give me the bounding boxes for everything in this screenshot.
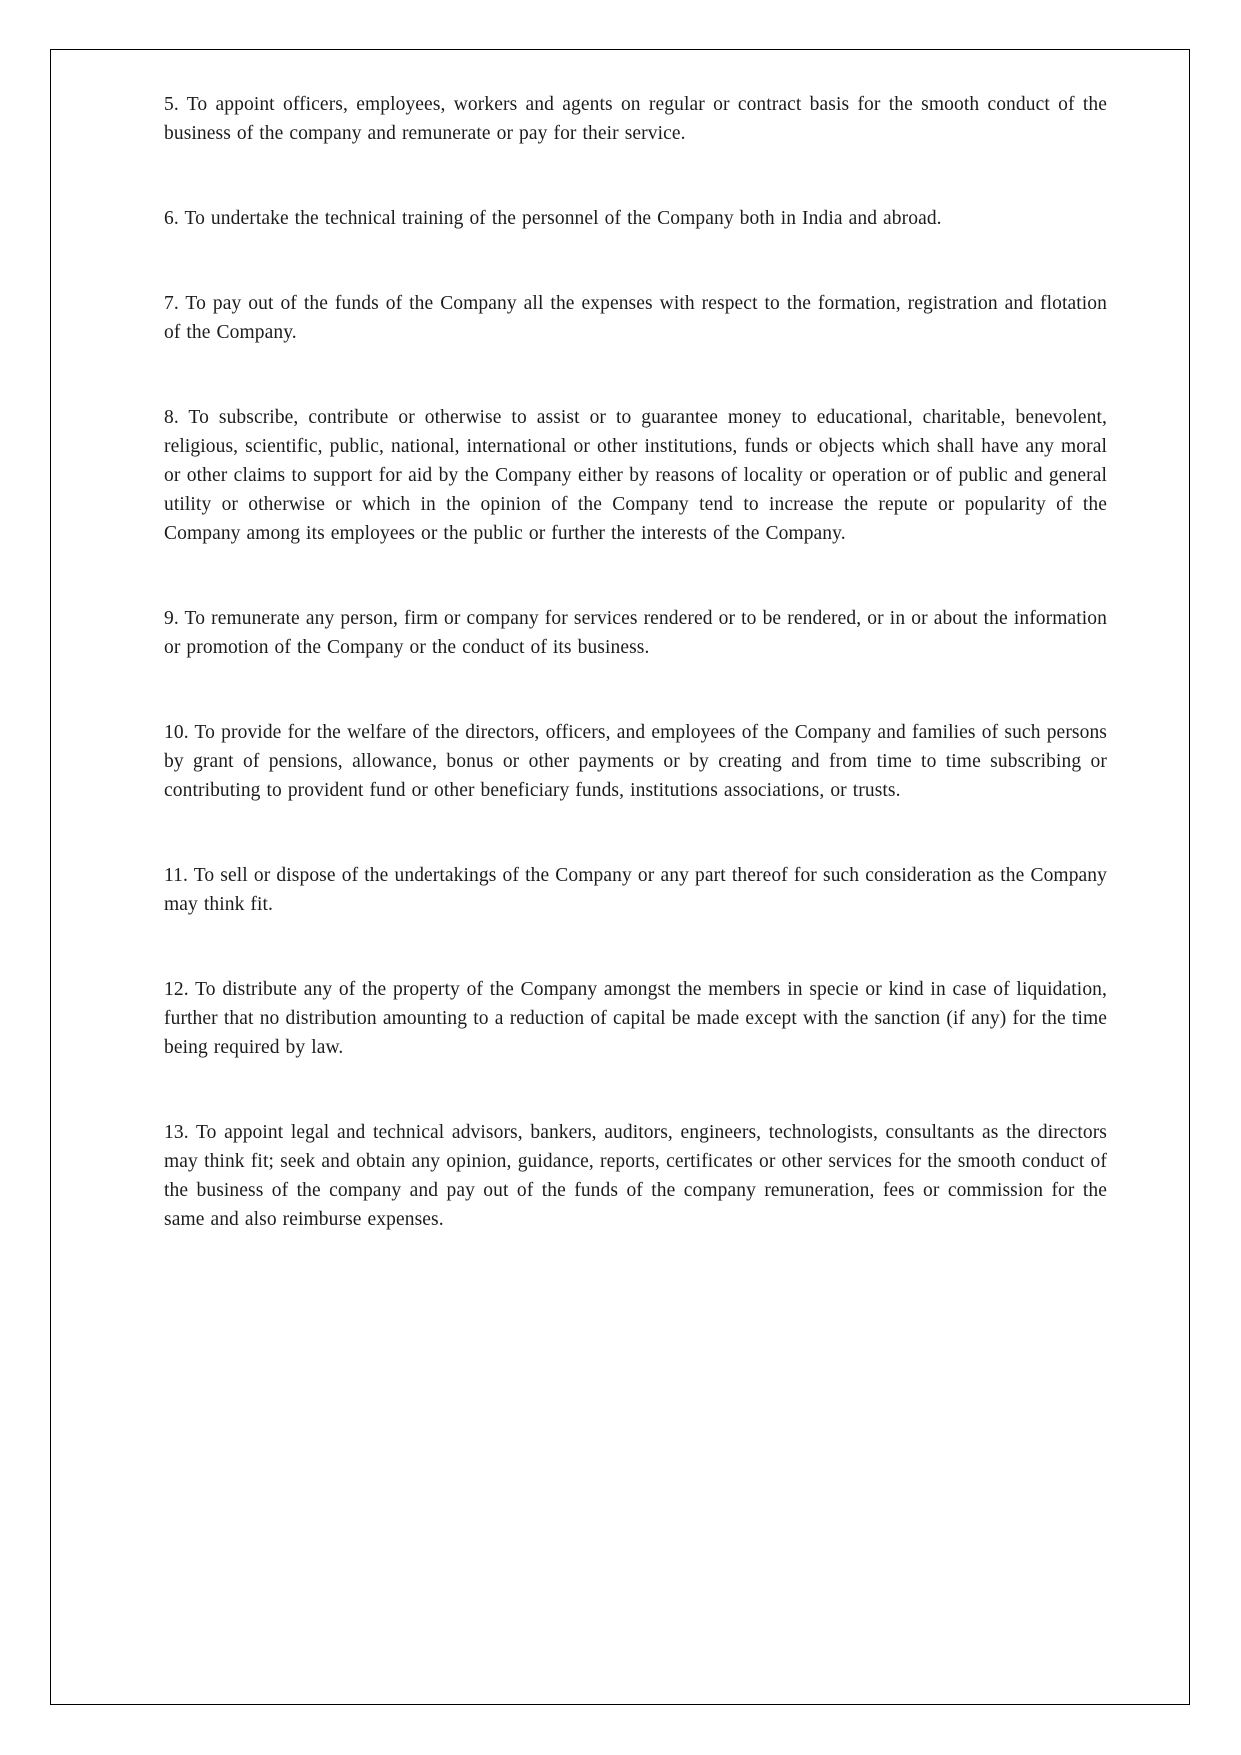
clause-11: 11. To sell or dispose of the undertakings of the Company or any part thereof for such consideration as the Company may think fit.	[164, 865, 1107, 915]
clause-8: 8. To subscribe, contribute or otherwise to assist or to guarantee money to educational, charitable, benevolent, religious, scientific, public, national, international or other institutions, funds or objects which shall have any moral or other claims to support for aid by the Company either by reasons of locality or operation or of public and general utility or otherwise or which in the opinion of the Company tend to increase the repute or popularity of the Company among its employees or the public or further the interests of the Company.	[164, 407, 1107, 544]
clause-12: 12. To distribute any of the property of the Company amongst the members in specie or kind in case of liquidation, further that no distribution amounting to a reduction of capital be made except with the sanction (if any) for the time being required by law.	[164, 979, 1107, 1058]
clause-7: 7. To pay out of the funds of the Company all the expenses with respect to the formation, registration and flotation of the Company.	[164, 293, 1107, 343]
clause-6: 6. To undertake the technical training of the personnel of the Company both in India and abroad.	[164, 208, 942, 229]
clause-9: 9. To remunerate any person, firm or company for services rendered or to be rendered, or in or about the information or promotion of the Company or the conduct of its business.	[164, 608, 1107, 658]
clause-5: 5. To appoint officers, employees, workers and agents on regular or contract basis for the smooth conduct of the business of the company and remunerate or pay for their service.	[164, 94, 1107, 144]
document-content	[164, 90, 1107, 1684]
clause-10: 10. To provide for the welfare of the directors, officers, and employees of the Company and families of such persons by grant of pensions, allowance, bonus or other payments or by creating and from time to time subscribing or contributing to provident fund or other beneficiary funds, institutions associations, or trusts.	[164, 722, 1107, 801]
page-border	[50, 49, 1190, 1705]
clause-13: 13. To appoint legal and technical advisors, bankers, auditors, engineers, technologists, consultants as the directors may think fit; seek and obtain any opinion, guidance, reports, certificates or other services for the smooth conduct of the business of the company and pay out of the funds of the company remuneration, fees or commission for the same and also reimburse expenses.	[164, 1122, 1107, 1230]
